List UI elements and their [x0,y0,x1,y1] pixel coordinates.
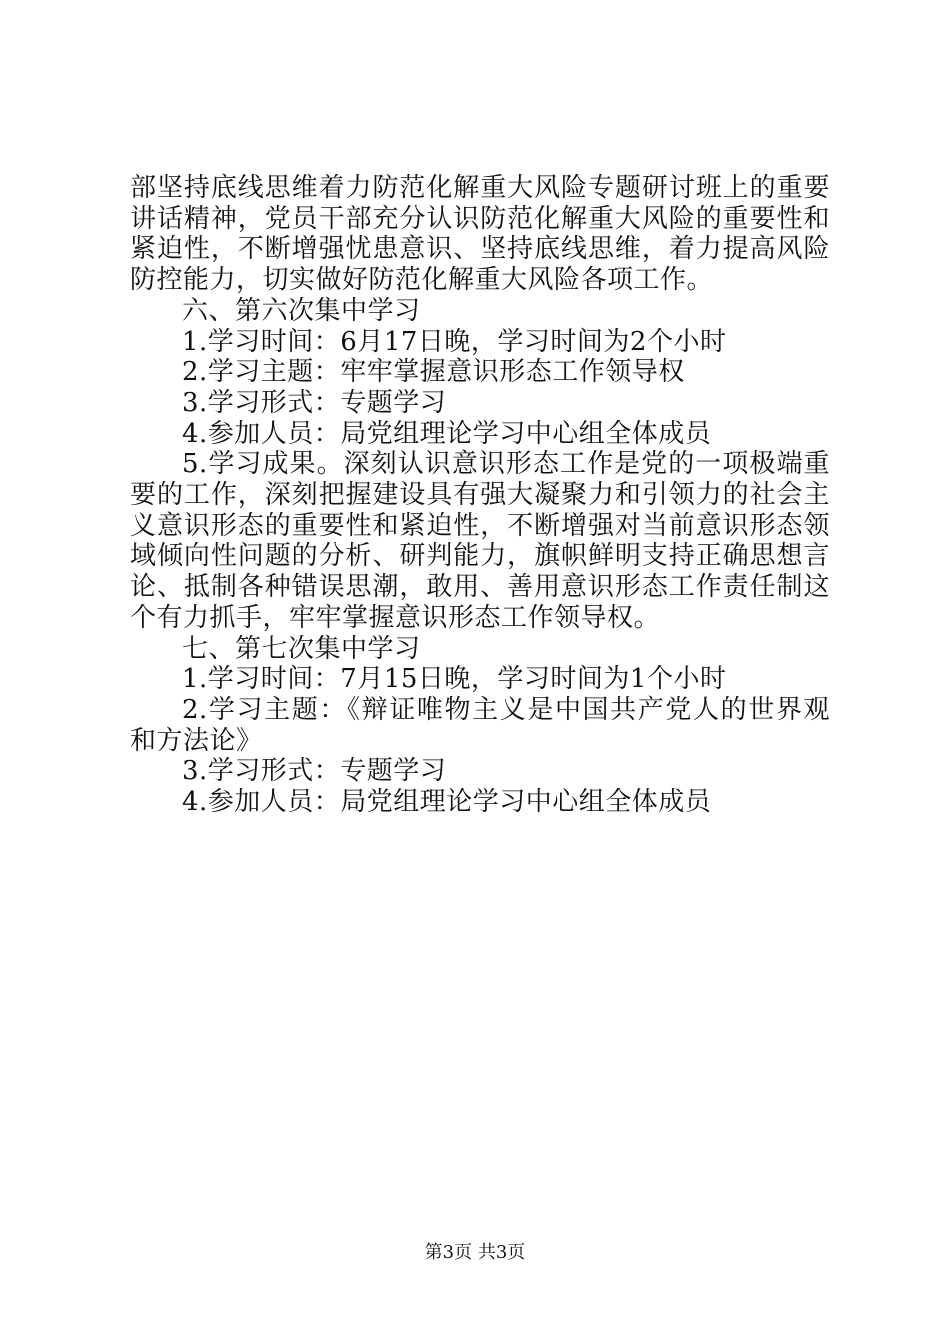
section-heading-six: 六、第六次集中学习 [182,295,421,326]
list-item-study-format: 3.学习形式：专题学习 [182,387,447,418]
section-heading-seven: 七、第七次集中学习 [182,633,421,664]
list-item-study-topic: 2.学习主题：《辩证唯物主义是中国共产党人的世界观和方法论》 [130,694,830,756]
list-item-study-topic: 2.学习主题：牢牢掌握意识形态工作领导权 [182,357,685,388]
list-item-study-time: 1.学习时间：7月15日晚，学习时间为1个小时 [182,664,727,695]
paragraph-continuation: 部坚持底线思维着力防范化解重大风险专题研讨班上的重要讲话精神，党员干部充分认识防范化解重大风险的重要性和紧迫性，不断增强忧患意识、坚持底线思维，着力提高风险防控能力，切实做好防范化解重大风险各项工作。 [130,173,830,296]
page-number-footer: 第3页 共3页 [424,1242,526,1263]
list-item-study-time: 1.学习时间：6月17日晚，学习时间为2个小时 [182,326,727,357]
list-item-study-format: 3.学习形式：专题学习 [182,756,447,787]
document-body [130,173,830,818]
list-item-participants: 4.参加人员：局党组理论学习中心组全体成员 [182,787,712,818]
list-item-participants: 4.参加人员：局党组理论学习中心组全体成员 [182,418,712,449]
list-item-study-results: 5.学习成果。深刻认识意识形态工作是党的一项极端重要的工作，深刻把握建设具有强大凝聚力和引领力的社会主义意识形态的重要性和紧迫性，不断增强对当前意识形态领域倾向性问题的分析、研判能力，旗帜鲜明支持正确思想言论、抵制各种错误思潮，敢用、善用意识形态工作责任制这个有力抓手，牢牢掌握意识形态工作领导权。 [130,449,830,633]
